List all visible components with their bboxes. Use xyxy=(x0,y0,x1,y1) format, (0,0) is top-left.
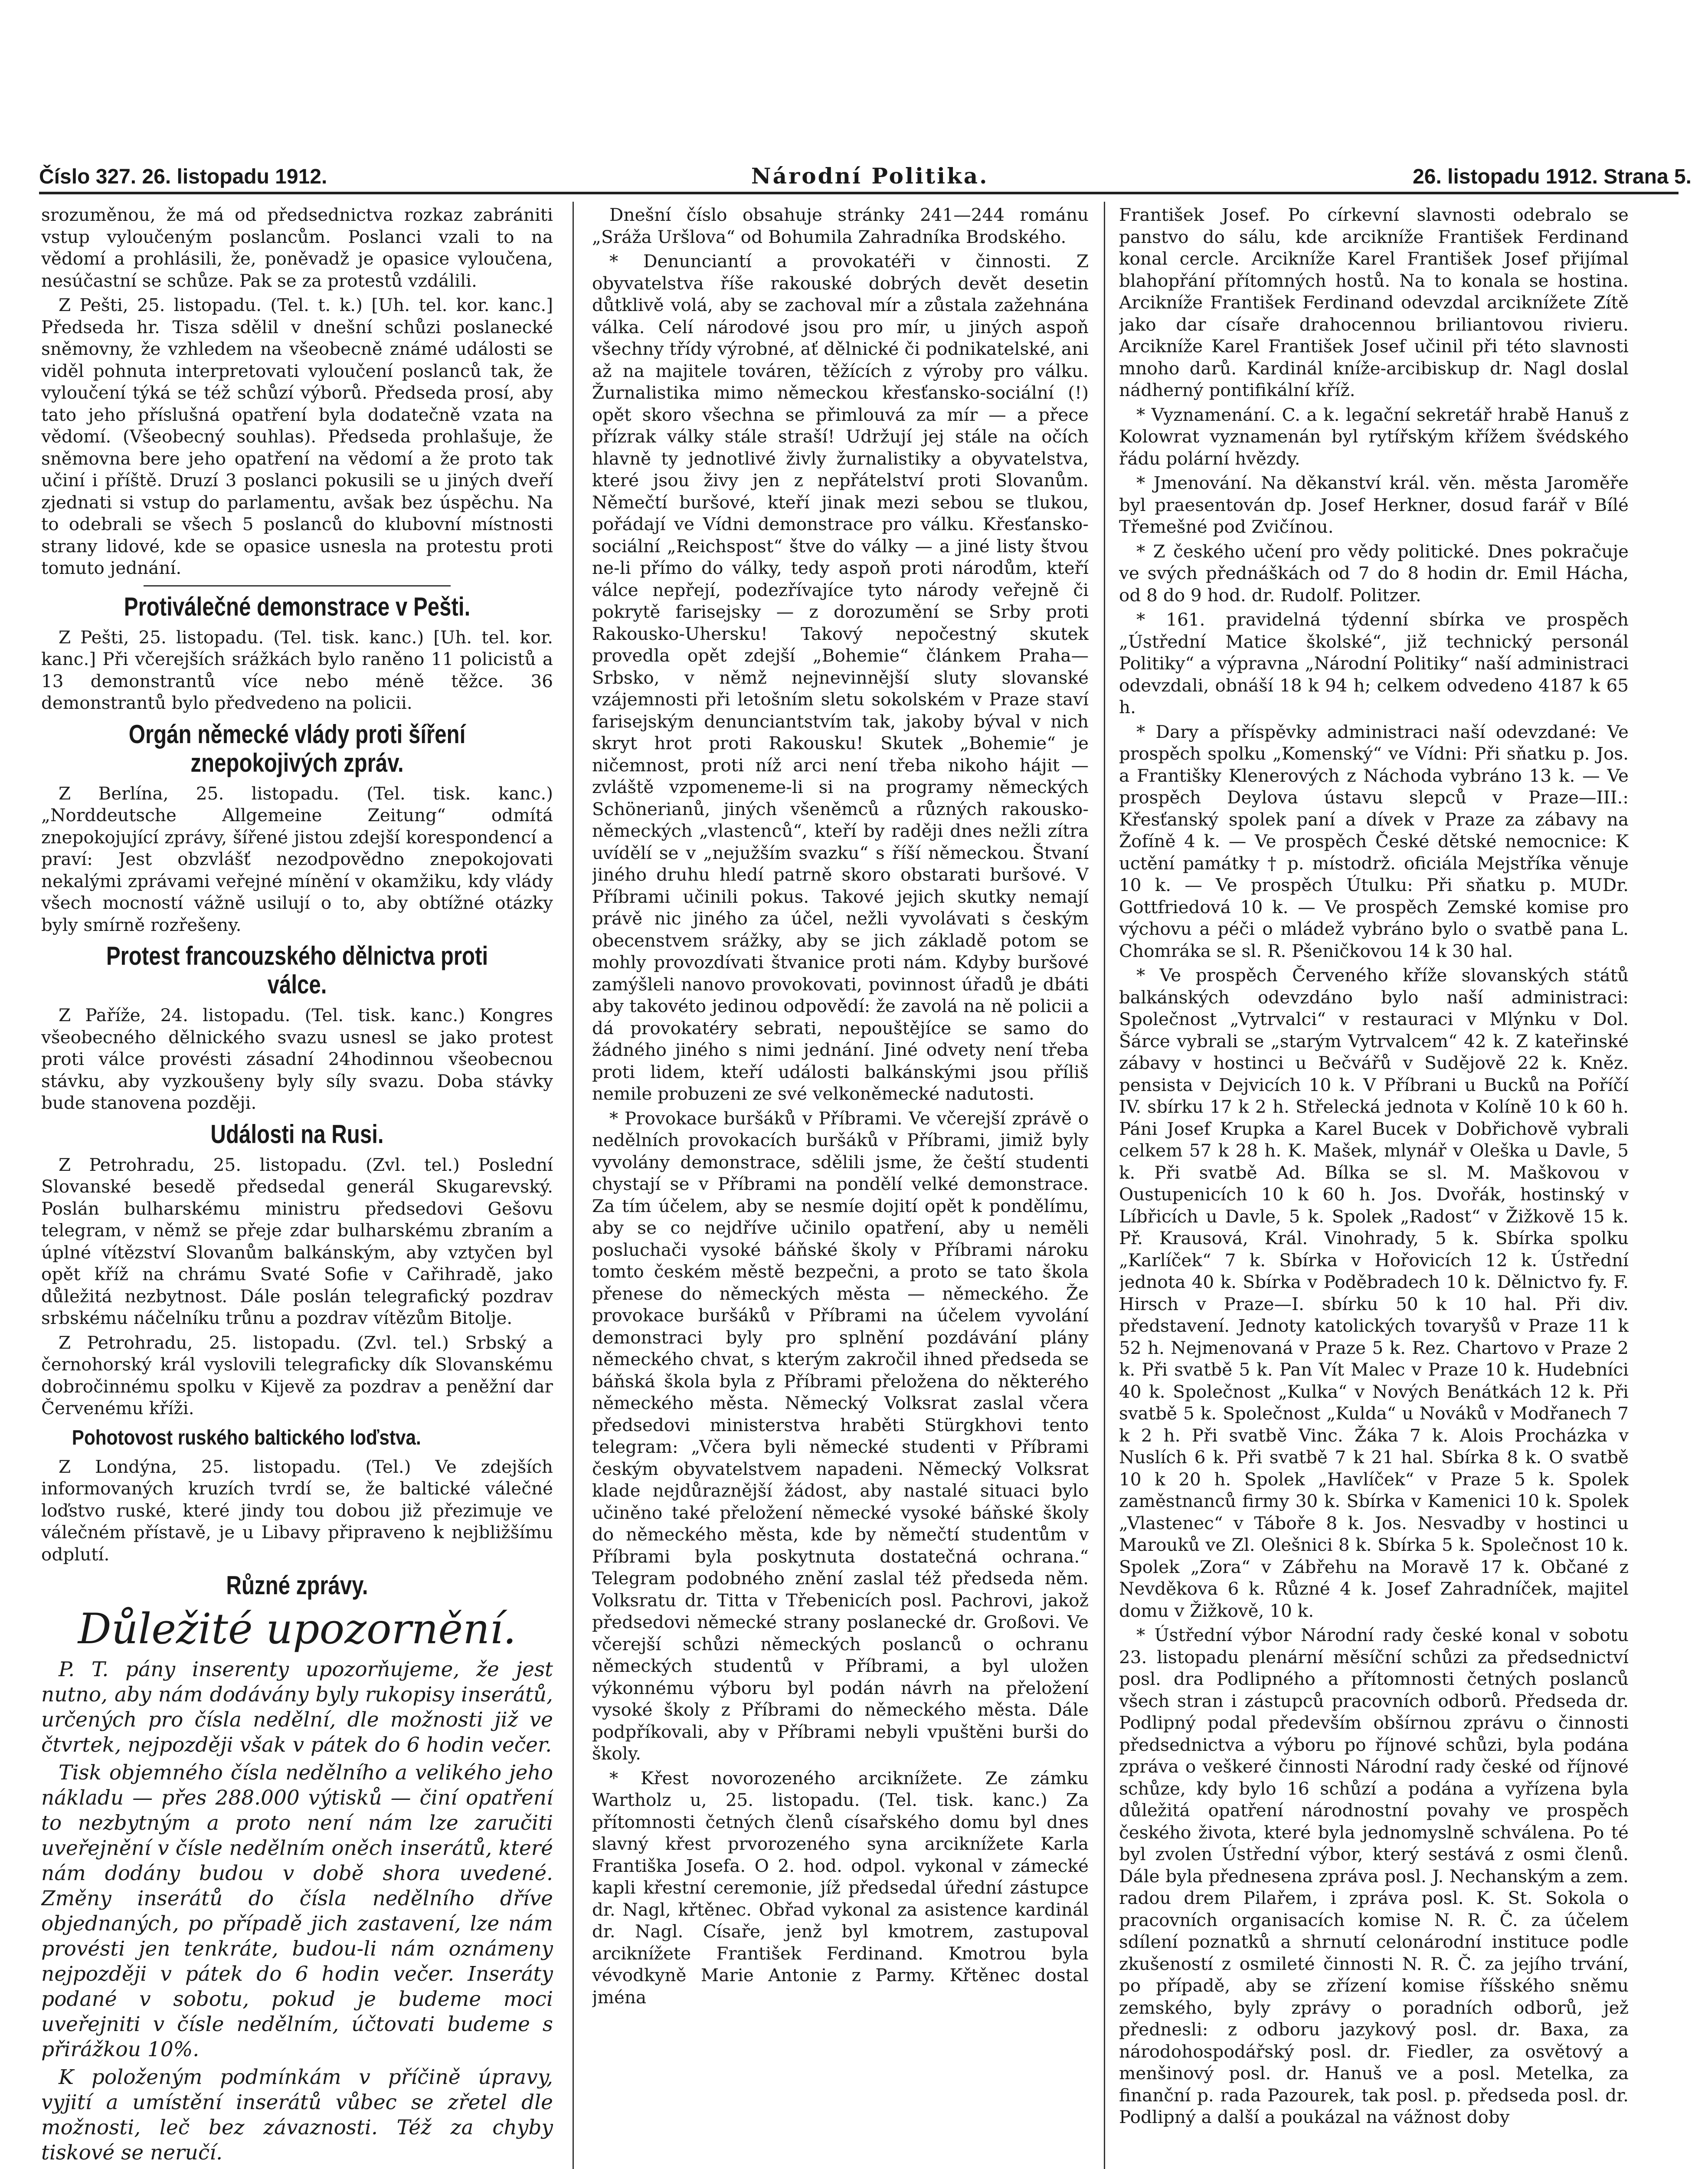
article-text: * Z českého učení pro vědy politické. Dnes pokračuje ve svých přednáškách od 7 do 8 hodin dr. Emil Hácha, od 8 do 9 hod. dr. Rudolf. Politzer. xyxy=(1119,541,1629,606)
article-text: Z Paříže, 24. listopadu. (Tel. tisk. kanc.) Kongres všeobecného dělnického svazu usnesl se jako protest proti válce provésti zásadní 24hodinnou všeobecnou stávku, aby vyzkoušeny byly síly svazu. Doba stávky bude stanovena později. xyxy=(41,1005,553,1113)
article-text: * Křest novorozeného arciknížete. Ze zámku Wartholz u, 25. listopadu. (Tel. tisk. kanc.) Za přítomnosti četných členů císařského domu byl dnes slavný křest prvorozeného syna arciknížete Karla Františka Josefa. O 2. hod. odpol. vykonal v zámecké kapli křestní ceremonie, jíž předsedal úřední zástupce dr. Nagl, křtěnec. Obřad vykonal za asistence kardinál dr. Nagl. Císaře, jenž byl kmotrem, zastupoval arciknížete František Ferdinand. Kmotrou byla vévodkyně Marie Antonie z Parmy. Křtěnec dostal jména xyxy=(592,1767,1089,2008)
column-divider xyxy=(1104,202,1105,2169)
article-text: * Denunciantí a provokatéři v činnosti. Z obyvatelstva říše rakouské dobrých devět desetin důtklivě volá, aby se zachoval mír a zůstala zažehnána válka. Celí národové jsou pro mír, u jiných aspoň všechny třídy výrobné, ať dělnické či podnikatelské, ani až na majitele továren, těžících z výroby pro válku. Žurnalistika mimo německou křesťansko-sociální (!) opět skoro všechna se přimlouvá za mír — a přece přízrak války stále straší! Udržují jej stále na očích hlavně ty jednotlivé živly žurnalistiky a obyvatelstva, které jsou živy jen z nepřátelství proti Slovanům. Němečtí buršové, kteří jinak mezi sebou se tlukou, pořádají ve Vídni demonstrace pro válku. Křesťansko-sociální „Reichspost“ štve do války — a jiné listy štvou ne-li přímo do války, tedy aspoň proti národům, kteří válce nepřejí, podezřívajíce tyto národy veřejně či pokrytě farisejsky — z dorozumění se Srby proti Rakousko-Uhersku! Takový nepočestný skutek provedla opět zdejší „Bohemie“ článkem Praha—Srbsko, v němž nejnevinnější sluty slovanské vzájemnosti při letošním sletu sokolském v Praze staví farisejským denunciantstvím tak, jakoby býval v nich skryt hrot proti Rakousku! Skutek „Bohemie“ je ničemnost, proti níž arci není třeba nikoho hájit — zvláště vzpomeneme-li si na programy německých Schönerianů, jiných všeněmců a různých rakousko-německých „vlastenců“, kteří by raději dnes nežli zítra uvídělí se v „nejužším svazku“ s říší německou. Štvaní jiného druhu hledí patrně skoro obstarati buršové. V Příbrami učinili pokus. Takové jejich skutky nemají právě nic jiného za účel, nežli vyvolávati s českým obecenstvem srážky, aby se jich základě potom se mohly provozdívati štvanice proti nám. Kdyby buršové zamýšleli nanovo provokovati, povinnost úřadů je dbáti aby takovéto jedinou odpovědí: že zavolá na ně policii a dá provokatéry sebrati, nepouštějíce se samo do žádného jiného s nimi jednání. Jiné odvety není třeba proti lidem, kteří události balkánskými jsou příliš nemile probuzeni ze své velkoněmecké nadutosti. xyxy=(592,251,1089,1104)
article-text: Z Petrohradu, 25. listopadu. (Zvl. tel.) Poslední Slovanské besedě předsedal generál Skugarevský. Poslán bulharskému ministru předsedovi Gešovu telegram, v němž se přeje zdar bulharskému zbraním a úplné vítězství Slovanům balkánským, aby vztyčen byl opět kříž na chrámu Svaté Sofie v Cařihradě, jako důležitá nezbytnost. Dále poslán telegrafický pozdrav srbskému náčelníku trůnu a pozdrav vítězům Bitolje. xyxy=(41,1154,553,1328)
notice-text: Tisk objemného čísla nedělního a velikého jeho nákladu — přes 288.000 výtisků — činí opatření to nezbytným a proto není nám lze zaručiti uveřejnění v čísle nedělním oněch inserátů, které nám dodány budou v době shora uvedené. Změny inserátů do čísla nedělního dříve objednaných, po případě jich zastavení, lze nám provésti jen tenkráte, budou-li nám oznámeny nejpozději v pátek do 6 hodin večer. Inseráty podané v sobotu, pokud je budeme moci uveřejniti v čísle nedělním, účtovati budeme s přirážkou 10%. xyxy=(41,1761,553,2061)
section-heading: Různé zprávy. xyxy=(226,1571,368,1600)
article-text: * Provokace buršáků v Příbrami. Ve včerejší zprávě o nedělních provokacích buršáků v Příbrami, jimiž byly vyvolány demonstrace, sdělili jsme, že čeští studenti chystají se v Příbrami na pondělí velké demonstrace. Za tím účelem, aby se nesmíe dojití opět k pondělímu, aby se co nejdříve učinilo opatření, aby u neměli posluchači vysoké báňské školy v Příbrami nároku tomto českém městě bezpečni, a proto se tato škola přenese do německých města — německého. Že provokace buršáků v Příbrami na účelem vyvolání demonstraci byly pro splnění pozdávání plány německého chvat, s kterým zakročil ihned předseda se báňská škola byla z Příbrami přeložena do některého německého města. Německý Volksrat zaslal včera předsedovi ministerstva hraběti Stürgkhovi tento telegram: „Včera byli německé studenti v Příbrami českým obyvatelstvem napadeni. Německý Volksrat klade nejdůraznější žádost, aby nastalé situaci bylo učiněno také přeložení německé vysoké báňské školy do německého města, kde by němečtí studentům v Příbrami byla poskytnuta dostatečná ochrana.“ Telegram podobného znění zaslal též předseda něm. Volksratu dr. Titta v Třebenicích posl. Pachrovi, jakož předsedovi německé strany poslanecké dr. Großovi. Ve včerejší schůzi německých poslanců o ochranu německých studentů v Příbrami, a byl uložen výkonnému výboru byl podán návrh na přeložení vysoké školy z Příbrami do německého města. Dále podpříkovali, aby v Příbrami nebyli vpuštěni burši do školy. xyxy=(592,1107,1089,1764)
column-1 xyxy=(41,204,553,2169)
headline: Události na Rusi. xyxy=(210,1119,384,1149)
article-text: * Jmenování. Na děkanství král. věn. města Jaroměře byl praesentován dp. Josef Herkner, dosud farář v Bílé Třemešné pod Zvičínou. xyxy=(1119,472,1629,537)
newspaper-title: Národní Politika. xyxy=(751,163,989,189)
issue-number: Číslo 327. 26. listopadu 1912. xyxy=(39,165,327,188)
page-header xyxy=(39,158,1692,189)
divider xyxy=(144,585,451,586)
column-divider xyxy=(573,202,574,2169)
article-text: Z Berlína, 25. listopadu. (Tel. tisk. kanc.) „Norddeutsche Allgemeine Zeitung“ odmítá znepokojující zprávy, šířené jistou zdejší korespondencí a praví: Jest obzvlášť nezodpovědno znepokojovati nekalými zprávami veřejné mínění v okamžiku, kdy vlády všech mocností vážně usilují o to, aby obtížné otázky byly smírně rozřešeny. xyxy=(41,783,553,935)
notice-text: P. T. pány inserenty upozorňujeme, že jest nutno, aby nám dodávány byly rukopisy inserátů, určených pro čísla nedělní, dle možnosti již ve čtvrtek, nejpozději však v pátek do 6 hodin večer. xyxy=(41,1658,553,1757)
article-text: Z Londýna, 25. listopadu. (Tel.) Ve zdejších informovaných kruzích tvrdí se, že baltické válečné loďstvo ruské, které jindy tou dobou již přezimuje ve válečném přístavě, je u Libavy připraveno k nejbližšímu odplutí. xyxy=(41,1456,553,1565)
subheadline: Pohotovost ruského baltického loďstva. xyxy=(72,1426,421,1449)
article-text: Dnešní číslo obsahuje stránky 241—244 románu „Sráža Uršlova“ od Bohumila Zahradníka Brodského. xyxy=(592,204,1089,247)
article-text: * Vyznamenání. C. a k. legační sekretář hrabě Hanuš z Kolowrat vyznamenán byl rytířským křížem švédského řádu polární hvězdy. xyxy=(1119,404,1629,469)
page-number: 26. listopadu 1912. Strana 5. xyxy=(1413,165,1692,188)
column-3 xyxy=(1119,204,1629,2169)
article-text: * 161. pravidelná týdenní sbírka ve prospěch „Ústřední Matice školské“, již technický personál Politiky“ a výpravna „Národní Politiky“ naší administraci odevzdali, obnáší 18 k 94 h; celkem odvedeno 4187 k 65 h. xyxy=(1119,609,1629,718)
article-text: Z Pešti, 25. listopadu. (Tel. tisk. kanc.) [Uh. tel. kor. kanc.] Při včerejších srážkách bylo raněno 11 policistů a 13 demonstrantů více nebo méně těžce. 36 demonstrantů bylo předvedeno na policii. xyxy=(41,626,553,713)
article-text: Z Pešti, 25. listopadu. (Tel. t. k.) [Uh. tel. kor. kanc.] Předseda hr. Tisza sdělil v dnešní schůzi poslanecké sněmovny, že vzhledem na všeobecně známé události se viděl pohnuta interpretovati vyloučení poslanců tak, že vyloučení týká se též schůzí výborů. Předseda prosí, aby tato jeho příslušná opatření byla dodatečně vzata na vědomí. (Všeobecný souhlas). Předseda prohlašuje, že sněmovna bere jeho opatření na vědomí a že proto tak učiní i příště. Druzí 3 poslanci pokusili se u jiných dveří zjednati si vstup do parlamentu, avšak bez úspěchu. Na to odebrali se všech 5 poslanců do klubovní místnosti strany lidové, kde se opasice usnesla na protestu proti tomuto jednání. xyxy=(41,295,553,578)
header-rule xyxy=(39,192,1679,194)
headline: Protest francouzského dělnictva proti válce. xyxy=(106,941,488,999)
headline: Orgán německé vlády proti šíření znepokojivých zpráv. xyxy=(128,719,466,777)
article-text: srozuměnou, že má od předsednictva rozkaz zabrániti vstup vyloučeným poslancům. Poslanci vzali to na vědomí a prohlásili, že, poněvadž je opasice vyloučena, nesúčastní se schůze. Pak se za protestů vzdálili. xyxy=(41,204,553,291)
notice-box xyxy=(41,1605,553,2169)
article-text: František Josef. Po církevní slavnosti odebralo se panstvo do sálu, kde arcikníže František Ferdinand konal cercle. Arcikníže Karel František Josef přijímal blahopřání přítomných hostů. Na to konala se hostina. Arcikníže František Ferdinand odevzdal arciknížete Zítě jako dar císaře drahocennou briliantovou rivieru. Arcikníže Karel František Josef učinil při této slavnosti mnoho darů. Kardinál kníže-arcibiskup dr. Nagl doslal nádherný pontifikální kříž. xyxy=(1119,204,1629,400)
article-text: * Dary a příspěvky administraci naší odevzdané: Ve prospěch spolku „Komenský“ ve Vídni: Při sňatku p. Jos. a Františky Klenerových z Náchoda vybráno 13 k. — Ve prospěch Deylova ústavu slepců v Praze—III.: Křesťanský spolek paní a dívek v Praze za zábavy na Žofíně 4 k. — Ve prospěch České dětské nemocnice: K uctění památky † p. místodrž. oficiála Mejstříka věnuje 10 k. — Ve prospěch Útulku: Při sňatku p. MUDr. Gottfriedová 10 k. — Ve prospěch Zemské komise pro výchovu a péči o mládež vybráno bylo o svatbě pana L. Chomráka se sl. R. Pšeničkovou 14 k 30 hal. xyxy=(1119,721,1629,961)
article-text: * Ve prospěch Červeného kříže slovanských států balkánských odevzdáno bylo naší administraci: Společnost „Vytrvalci“ v restauraci v Mlýnku v Dol. Šárce vybrali se „starým Vytrvalcem“ 42 k. Z kateřinské zábavy v hostinci u Bečvářů v Sudějově 22 k. Kněz. pensista v Dejvicích 10 k. V Příbrani u Bucků na Poříčí IV. sbírku 17 k 2 h. Střelecká jednota v Kolíně 10 k 60 h. Páni Josef Krupka a Karel Bucek v Dobřichově vybrali celkem 57 k 28 h. K. Mašek, mlynář v Oleška u Davle, 5 k. Při svatbě Ad. Bílka se sl. M. Maškovou v Oustupenicích 10 k 60 h. Jos. Dvořák, hostinský v Líbřicích u Davle, 5 k. Spolek „Radost“ v Žižkově 15 k. Př. Krausová, Král. Vinohrady, 5 k. Sbírka spolku „Karlíček“ 7 k. Sbírka v Hořovicích 12 k. Ústřední jednota 40 k. Sbírka v Poděbradech 10 k. Dělnictvo fy. F. Hirsch v Praze—I. sbírku 50 k 10 hal. Při div. představení. Jednoty katolických tovaryšů v Praze 11 k 52 h. Nejmenovaná v Praze 5 k. Rez. Chartovo v Praze 2 k. Při svatbě 5 k. Pan Vít Malec v Praze 10 k. Hudebníci 40 k. Společnost „Kulka“ v Nových Benátkách 12 k. Při svatbě 5 k. Společnost „Kulda“ u Nováků v Modřanech 7 k 2 h. Při svatbě Vinc. Žáka 7 k. Alois Procházka v Nuslích 6 k. Při svatbě 7 k 21 hal. Sbírka 8 k. O svatbě 10 k 20 h. Spolek „Havlíček“ v Praze 5 k. Spolek zaměstnanců firmy 30 k. Sbírka v Kamenici 10 k. Spolek „Vlastenec“ v Táboře 8 k. Jos. Nesvadby v hostinci u Marouků ve Zl. Olešnici 8 k. Sbírka 5 k. Společnost 10 k. Spolek „Zora“ v Zábřehu na Moravě 17 k. Občané z Nevděkova 6 k. Různé 4 k. Josef Zahradníček, majitel domu v Žižkově, 10 k. xyxy=(1119,965,1629,1621)
article-text: * Ústřední výbor Národní rady české konal v sobotu 23. listopadu plenární měsíční schůzi za předsednictví posl. dra Podlipného a přítomnosti četných poslanců všech stran i zástupců pracovních odborů. Předseda dr. Podlipný podal především obšírnou zprávu o činnosti předsednictva a výboru po říjnové schůzi, byla podána zpráva o veškeré činnosti Národní rady české od říjnové schůze, kdy bylo 16 schůzí a podána a vyřízena byla důležitá opatření národnostní povahy ve prospěch českého života, které byla jednomyslně schválena. Po té byl zvolen Ústřední výbor, který sestává z osmi členů. Dále byla přednesena zpráva posl. J. Nechanským a zem. radou drem Pilařem, i zpráva posl. K. St. Sokola o pracovních organisacích komise N. R. Č. za účelem sdílení poznatků a shrnutí celonárodní instituce podle zkušeností z osmileté činnosti N. R. Č. za jejího trvání, po případě, aby se zřízení komise říšského sněmu zemského, byly zprávy o poradních odborů, jež přednesli: z odboru jazykový posl. dr. Baxa, za národohospodářský posl. dr. Fiedler, za osvětový a menšinový posl. dr. Hanuš ve a posl. Metelka, za finanční p. rada Pazourek, tak posl. p. předseda posl. dr. Podlipný a další a poukázal na vážnost doby xyxy=(1119,1625,1629,2127)
headline: Protiválečné demonstrace v Pešti. xyxy=(124,592,471,621)
article-text: Z Petrohradu, 25. listopadu. (Zvl. tel.) Srbský a černohorský král vyslovili telegraficky dík Slovanskému dobročinnému spolku v Kijevě za pozdrav a peněžní dar Červenému kříži. xyxy=(41,1332,553,1419)
column-2 xyxy=(592,204,1089,2169)
notice-text: K položeným podmínkám v příčině úpravy, vyjití a umístění inserátů vůbec se zřetel dle možnosti, leč bez závaznosti. Též za chyby tiskové se neručí. xyxy=(41,2065,553,2165)
notice-title: Důležité upozornění. xyxy=(78,1605,517,1653)
